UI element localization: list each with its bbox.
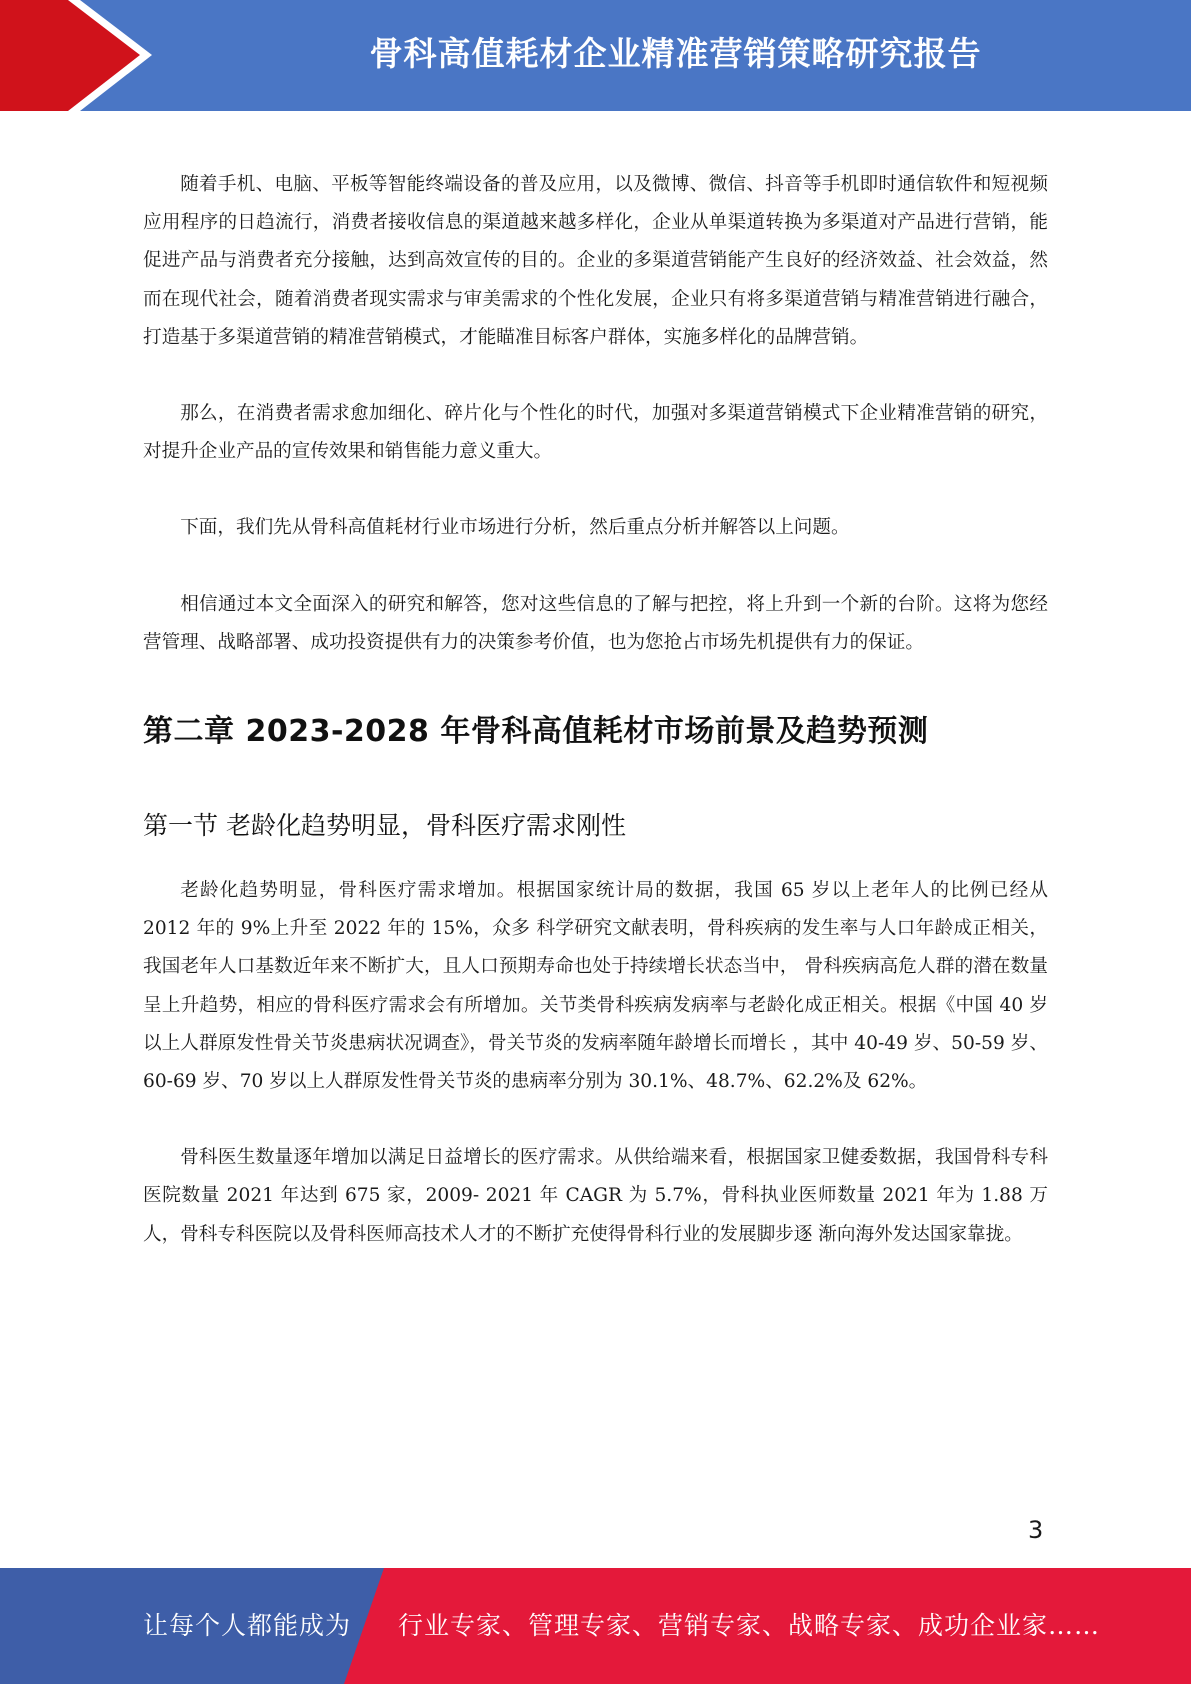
intro-paragraph-4: 相信通过本文全面深入的研究和解答，您对这些信息的了解与把控，将上升到一个新的台阶。这将为您经营管理、战略部署、成功投资提供有力的决策参考价值，也为您抢占市场先机提供有力的保证。 — [143, 593, 1048, 653]
section-paragraph-2: 骨科医生数量逐年增加以满足日益增长的医疗需求。从供给端来看，根据国家卫健委数据，我国骨科专科医院数量 2021 年达到 675 家，2009- 2021 年 CAGR 为 5.7%，骨科执业医师数量 2021 年为 1.88 万人，骨科专科医院以及骨科医师高技术人才的不断扩充使得骨科行业的发展脚步逐 渐向海外发达国家靠拢。 — [143, 1147, 1048, 1245]
document-title: 骨科高值耗材企业精准营销策略研究报告 — [369, 34, 982, 73]
page-content — [143, 166, 1048, 1254]
intro-paragraph-1: 随着手机、电脑、平板等智能终端设备的普及应用，以及微博、微信、抖音等手机即时通信软件和短视频应用程序的日趋流行，消费者接收信息的渠道越来越多样化，企业从单渠道转换为多渠道对产品进行营销，能促进产品与消费者充分接触，达到高效宣传的目的。企业的多渠道营销能产生良好的经济效益、社会效益，然而在现代社会，随着消费者现实需求与审美需求的个性化发展，企业只有将多渠道营销与精准营销进行融合，打造基于多渠道营销的精准营销模式，才能瞄准目标客户群体，实施多样化的品牌营销。 — [143, 174, 1048, 348]
footer-slogan-left: 让每个人都能成为 — [143, 1611, 352, 1640]
chapter-title: 第二章 2023-2028 年骨科高值耗材市场前景及趋势预测 — [143, 714, 929, 750]
header-banner — [0, 0, 1191, 111]
section-title: 第一节 老龄化趋势明显，骨科医疗需求刚性 — [143, 811, 626, 841]
section-paragraph-1: 老龄化趋势明显，骨科医疗需求增加。根据国家统计局的数据，我国 65 岁以上老年人的比例已经从 2012 年的 9%上升至 2022 年的 15%，众多 科学研究文献表明，骨科疾病的发生率与人口年龄成正相关，我国老年人口基数近年来不断扩大，且人口预期寿命也处于持续增长状态当中， 骨科疾病高危人群的潜在数量呈上升趋势，相应的骨科医疗需求会有所增加。关节类骨科疾病发病率与老龄化成正相关。根据《中国 40 岁以上人群原发性骨关节炎患病状况调查》，骨关节炎的发病率随年龄增长而增长 ，其中 40-49 岁、50-59 岁、60-69 岁、70 岁以上人群原发性骨关节炎的患病率分别为 30.1%、48.7%、62.2%及 62%。 — [143, 880, 1048, 1093]
page-number: 3 — [1028, 1516, 1044, 1544]
intro-paragraph-2: 那么，在消费者需求愈加细化、碎片化与个性化的时代，加强对多渠道营销模式下企业精准营销的研究，对提升企业产品的宣传效果和销售能力意义重大。 — [143, 403, 1048, 463]
footer-banner — [0, 1568, 1191, 1684]
footer-slogan-right: 行业专家、管理专家、营销专家、战略专家、成功企业家…… — [398, 1611, 1101, 1640]
intro-paragraph-3: 下面，我们先从骨科高值耗材行业市场进行分析，然后重点分析并解答以上问题。 — [180, 517, 850, 539]
